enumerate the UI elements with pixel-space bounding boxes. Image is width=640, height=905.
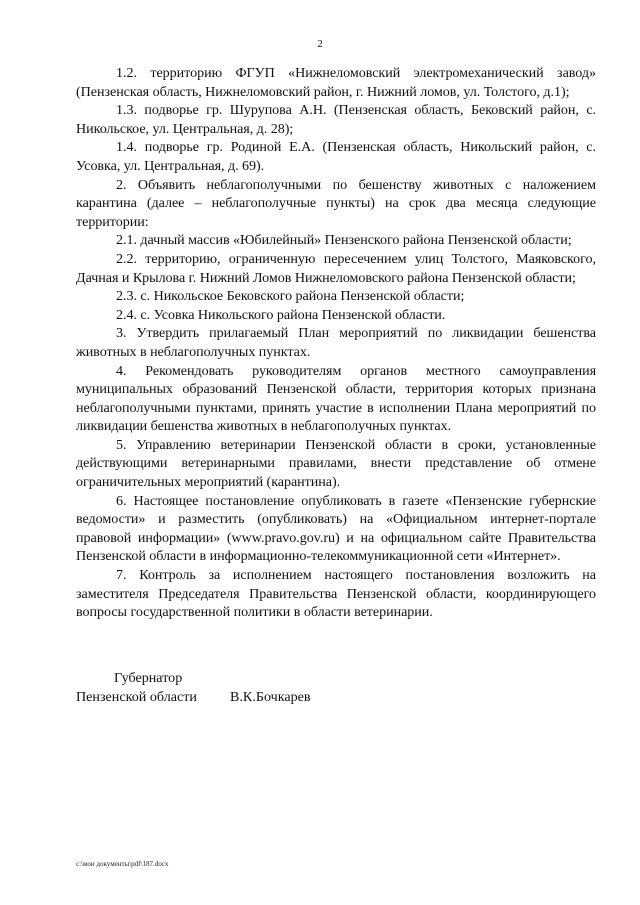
signature-title: Губернатор xyxy=(114,670,183,686)
paragraph-2: 2. Объявить неблагополучными по бешенству животных с наложением карантина (далее – неблагополучные пункты) на срок два месяца следующие территории: xyxy=(76,176,596,230)
paragraph-1-4: 1.4. подворье гр. Родиной Е.А. (Пензенская область, Никольский район, с. Усовка, ул. Центральная, д. 69). xyxy=(76,139,596,174)
paragraph-1-3: 1.3. подворье гр. Шурупова А.Н. (Пензенская область, Бековский район, с. Никольское, ул. Центральная, д. 28); xyxy=(76,102,596,137)
paragraph-4: 4. Рекомендовать руководителям органов местного самоуправления муниципальных образований Пензенской области, территория которых признана неблагополучными пунктами, принять участие в исполнении Плана мероприятий по ликвидации бешенства животных в неблагополучных пунктах. xyxy=(76,362,596,435)
footer-file-path: c:\мои документы\pdf\187.docx xyxy=(76,860,169,868)
document-body xyxy=(76,64,596,622)
paragraph-2-4: 2.4. с. Усовка Никольского района Пензенской области. xyxy=(116,306,446,323)
paragraph-2-3: 2.3. с. Никольское Бековского района Пензенской области; xyxy=(116,288,465,305)
paragraph-7: 7. Контроль за исполнением настоящего постановления возложить на заместителя Председателя Правительства Пензенской области, координирующего вопросы государственной политики в области ветеринарии. xyxy=(76,567,596,621)
paragraph-6: 6. Настоящее постановление опубликовать в газете «Пензенские губернские ведомости» и разместить (опубликовать) на «Официальном интернет-портале правовой информации» (www.pravo.gov.ru) и на официальном сайте Правительства Пензенской области в информационно-телекоммуникационной сети «Интернет». xyxy=(76,492,596,565)
signature-name: В.К.Бочкарев xyxy=(230,689,311,705)
paragraph-3: 3. Утвердить прилагаемый План мероприятий по ликвидации бешенства животных в неблагополучных пунктах. xyxy=(76,325,596,360)
signature-region: Пензенской области xyxy=(76,689,197,705)
paragraph-5: 5. Управлению ветеринарии Пензенской области в сроки, установленные действующими ветеринарными правилами, внести представление об отмене ограничительных мероприятий (карантина). xyxy=(76,436,596,491)
paragraph-1-2: 1.2. территорию ФГУП «Нижнеломовский электромеханический завод» (Пензенская область, Нижнеломовский район, г. Нижний ломов, ул. Толстого, д.1); xyxy=(76,65,596,100)
paragraph-2-2: 2.2. территорию, ограниченную пересечением улиц Толстого, Маяковского, Дачная и Крылова г. Нижний Ломов Нижнеломовского района Пензенской области; xyxy=(76,250,596,286)
paragraph-2-1: 2.1. дачный массив «Юбилейный» Пензенского района Пензенской области; xyxy=(116,232,572,249)
page-number: 2 xyxy=(317,38,323,50)
